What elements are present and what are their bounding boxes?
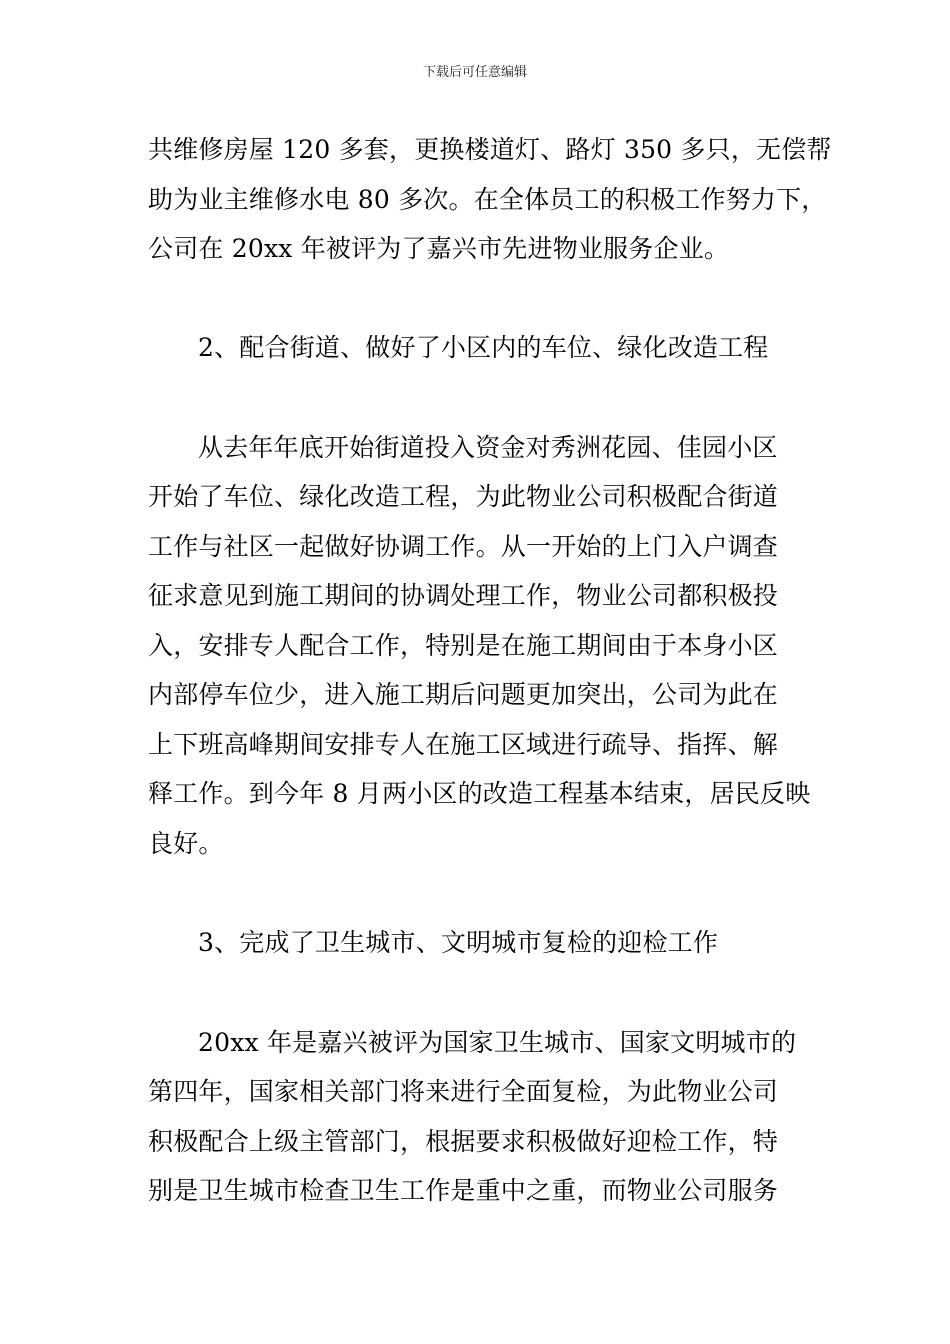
paragraph-line: 从去年年底开始街道投入资金对秀洲花园、佳园小区 (198, 433, 778, 462)
paragraph-line: 公司在 20xx 年被评为了嘉兴市先进物业服务企业。 (148, 234, 730, 263)
section-heading: 3、完成了卫生城市、文明城市复检的迎检工作 (198, 928, 719, 957)
paragraph-line: 别是卫生城市检查卫生工作是重中之重，而物业公司服务 (148, 1176, 779, 1205)
paragraph-line: 工作与社区一起做好协调工作。从一开始的上门入户调查 (148, 532, 779, 561)
paragraph-line: 上下班高峰期间安排专人在施工区域进行疏导、指挥、解 (148, 730, 779, 759)
paragraph-line: 征求意见到施工期间的协调处理工作，物业公司都积极投 (148, 581, 779, 610)
paragraph-line: 内部停车位少，进入施工期后问题更加突出，公司为此在 (148, 680, 779, 709)
paragraph-line: 入，安排专人配合工作，特别是在施工期间由于本身小区 (148, 631, 779, 660)
paragraph-line: 良好。 (148, 829, 224, 858)
paragraph-line: 20xx 年是嘉兴被评为国家卫生城市、国家文明城市的 (198, 1028, 797, 1057)
paragraph-line: 第四年，国家相关部门将来进行全面复检，为此物业公司 (148, 1077, 779, 1106)
paragraph-line: 积极配合上级主管部门，根据要求积极做好迎检工作，特 (148, 1127, 779, 1156)
paragraph-line: 开始了车位、绿化改造工程，为此物业公司积极配合街道 (148, 482, 779, 511)
paragraph-line: 共维修房屋 120 多套，更换楼道灯、路灯 350 多只，无偿帮 (148, 135, 832, 164)
section-heading: 2、配合街道、做好了小区内的车位、绿化改造工程 (198, 333, 769, 362)
paragraph-line: 助为业主维修水电 80 多次。在全体员工的积极工作努力下， (148, 185, 827, 214)
page-header-note: 下载后可任意编辑 (422, 65, 527, 80)
paragraph-line: 释工作。到今年 8 月两小区的改造工程基本结束，居民反映 (148, 779, 811, 808)
